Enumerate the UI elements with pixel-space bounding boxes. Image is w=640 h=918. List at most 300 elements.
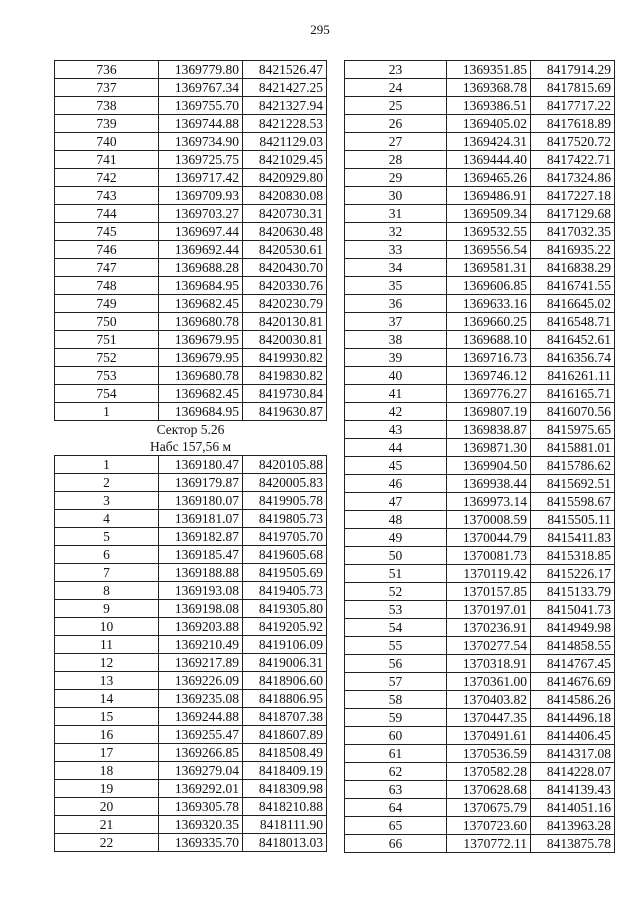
y-coordinate-cell: 8421129.03 [243, 133, 327, 151]
x-coordinate-cell: 1369386.51 [447, 97, 531, 115]
table-row [345, 97, 615, 115]
table-row [55, 241, 327, 259]
x-coordinate-cell: 1370081.73 [447, 547, 531, 565]
y-coordinate-cell: 8416261.11 [531, 367, 615, 385]
point-number-cell: 23 [345, 61, 447, 79]
y-coordinate-cell: 8415411.83 [531, 529, 615, 547]
x-coordinate-cell: 1369716.73 [447, 349, 531, 367]
y-coordinate-cell: 8418906.60 [243, 672, 327, 690]
y-coordinate-cell: 8415226.17 [531, 565, 615, 583]
point-number-cell: 66 [345, 835, 447, 853]
x-coordinate-cell: 1369725.75 [159, 151, 243, 169]
x-coordinate-cell: 1369703.27 [159, 205, 243, 223]
point-number-cell: 44 [345, 439, 447, 457]
x-coordinate-cell: 1369444.40 [447, 151, 531, 169]
y-coordinate-cell: 8415598.67 [531, 493, 615, 511]
y-coordinate-cell: 8416838.29 [531, 259, 615, 277]
x-coordinate-cell: 1370582.28 [447, 763, 531, 781]
y-coordinate-cell: 8416452.61 [531, 331, 615, 349]
y-coordinate-cell: 8418607.89 [243, 726, 327, 744]
point-number-cell: 16 [55, 726, 159, 744]
y-coordinate-cell: 8417422.71 [531, 151, 615, 169]
y-coordinate-cell: 8420030.81 [243, 331, 327, 349]
y-coordinate-cell: 8419605.68 [243, 546, 327, 564]
x-coordinate-cell: 1370723.60 [447, 817, 531, 835]
table-row [345, 61, 615, 79]
table-row [55, 259, 327, 277]
table-row [55, 582, 327, 600]
x-coordinate-cell: 1369680.78 [159, 313, 243, 331]
x-coordinate-cell: 1369368.78 [447, 79, 531, 97]
table-row [345, 781, 615, 799]
table-row [345, 133, 615, 151]
y-coordinate-cell: 8417520.72 [531, 133, 615, 151]
x-coordinate-cell: 1369532.55 [447, 223, 531, 241]
table-row [345, 421, 615, 439]
y-coordinate-cell: 8419905.78 [243, 492, 327, 510]
point-number-cell: 62 [345, 763, 447, 781]
point-number-cell: 746 [55, 241, 159, 259]
y-coordinate-cell: 8418508.49 [243, 744, 327, 762]
point-number-cell: 45 [345, 457, 447, 475]
y-coordinate-cell: 8420929.80 [243, 169, 327, 187]
table-row [345, 79, 615, 97]
table-row [55, 277, 327, 295]
x-coordinate-cell: 1370491.61 [447, 727, 531, 745]
y-coordinate-cell: 8420530.61 [243, 241, 327, 259]
table-row [55, 762, 327, 780]
y-coordinate-cell: 8419705.70 [243, 528, 327, 546]
point-number-cell: 42 [345, 403, 447, 421]
point-number-cell: 24 [345, 79, 447, 97]
y-coordinate-cell: 8421327.94 [243, 97, 327, 115]
table-row [345, 241, 615, 259]
table-row [55, 169, 327, 187]
y-coordinate-cell: 8415505.11 [531, 511, 615, 529]
y-coordinate-cell: 8413963.28 [531, 817, 615, 835]
point-number-cell: 64 [345, 799, 447, 817]
point-number-cell: 12 [55, 654, 159, 672]
y-coordinate-cell: 8420630.48 [243, 223, 327, 241]
point-number-cell: 52 [345, 583, 447, 601]
y-coordinate-cell: 8415975.65 [531, 421, 615, 439]
point-number-cell: 17 [55, 744, 159, 762]
point-number-cell: 11 [55, 636, 159, 654]
y-coordinate-cell: 8414139.43 [531, 781, 615, 799]
y-coordinate-cell: 8420230.79 [243, 295, 327, 313]
point-number-cell: 748 [55, 277, 159, 295]
x-coordinate-cell: 1369244.88 [159, 708, 243, 726]
y-coordinate-cell: 8421427.25 [243, 79, 327, 97]
table-row [55, 331, 327, 349]
point-number-cell: 30 [345, 187, 447, 205]
x-coordinate-cell: 1369807.19 [447, 403, 531, 421]
x-coordinate-cell: 1369235.08 [159, 690, 243, 708]
point-number-cell: 738 [55, 97, 159, 115]
table-row [345, 331, 615, 349]
section-subtitle: Набс 157,56 м [55, 438, 327, 456]
x-coordinate-cell: 1369688.10 [447, 331, 531, 349]
y-coordinate-cell: 8421526.47 [243, 61, 327, 79]
table-row [345, 673, 615, 691]
y-coordinate-cell: 8418409.19 [243, 762, 327, 780]
table-row [55, 672, 327, 690]
y-coordinate-cell: 8419730.84 [243, 385, 327, 403]
x-coordinate-cell: 1369684.95 [159, 403, 243, 421]
y-coordinate-cell: 8416070.56 [531, 403, 615, 421]
y-coordinate-cell: 8414496.18 [531, 709, 615, 727]
table-row [345, 655, 615, 673]
table-row [345, 619, 615, 637]
y-coordinate-cell: 8414858.55 [531, 637, 615, 655]
table-row [345, 277, 615, 295]
x-coordinate-cell: 1369684.95 [159, 277, 243, 295]
table-row [55, 708, 327, 726]
y-coordinate-cell: 8419205.92 [243, 618, 327, 636]
point-number-cell: 7 [55, 564, 159, 582]
point-number-cell: 26 [345, 115, 447, 133]
table-row [345, 295, 615, 313]
table-row [55, 780, 327, 798]
table-row [55, 97, 327, 115]
table-row [345, 223, 615, 241]
table-row [345, 709, 615, 727]
table-row [345, 259, 615, 277]
point-number-cell: 36 [345, 295, 447, 313]
y-coordinate-cell: 8417914.29 [531, 61, 615, 79]
point-number-cell: 13 [55, 672, 159, 690]
point-number-cell: 744 [55, 205, 159, 223]
x-coordinate-cell: 1370277.54 [447, 637, 531, 655]
section-subheader-row [55, 438, 327, 456]
table-row [55, 205, 327, 223]
page-number: 295 [310, 22, 330, 37]
x-coordinate-cell: 1370157.85 [447, 583, 531, 601]
table-row [55, 726, 327, 744]
y-coordinate-cell: 8421029.45 [243, 151, 327, 169]
x-coordinate-cell: 1369335.70 [159, 834, 243, 852]
point-number-cell: 27 [345, 133, 447, 151]
y-coordinate-cell: 8419106.09 [243, 636, 327, 654]
point-number-cell: 29 [345, 169, 447, 187]
table-row [345, 169, 615, 187]
x-coordinate-cell: 1369198.08 [159, 600, 243, 618]
table-row [345, 799, 615, 817]
table-row [55, 133, 327, 151]
x-coordinate-cell: 1369182.87 [159, 528, 243, 546]
point-number-cell: 18 [55, 762, 159, 780]
point-number-cell: 63 [345, 781, 447, 799]
table-row [55, 313, 327, 331]
point-number-cell: 31 [345, 205, 447, 223]
table-row [55, 690, 327, 708]
point-number-cell: 60 [345, 727, 447, 745]
table-row [345, 583, 615, 601]
y-coordinate-cell: 8415692.51 [531, 475, 615, 493]
table-row [55, 654, 327, 672]
point-number-cell: 752 [55, 349, 159, 367]
y-coordinate-cell: 8415041.73 [531, 601, 615, 619]
table-row [345, 475, 615, 493]
y-coordinate-cell: 8419305.80 [243, 600, 327, 618]
point-number-cell: 58 [345, 691, 447, 709]
x-coordinate-cell: 1370628.68 [447, 781, 531, 799]
table-row [55, 474, 327, 492]
point-number-cell: 5 [55, 528, 159, 546]
y-coordinate-cell: 8415786.62 [531, 457, 615, 475]
table-row [55, 564, 327, 582]
y-coordinate-cell: 8414676.69 [531, 673, 615, 691]
point-number-cell: 10 [55, 618, 159, 636]
point-number-cell: 38 [345, 331, 447, 349]
y-coordinate-cell: 8417618.89 [531, 115, 615, 133]
table-row [345, 187, 615, 205]
table-row [55, 295, 327, 313]
point-number-cell: 61 [345, 745, 447, 763]
x-coordinate-cell: 1370008.59 [447, 511, 531, 529]
y-coordinate-cell: 8417324.86 [531, 169, 615, 187]
table-row [55, 528, 327, 546]
y-coordinate-cell: 8418707.38 [243, 708, 327, 726]
point-number-cell: 22 [55, 834, 159, 852]
table-row [345, 547, 615, 565]
point-number-cell: 751 [55, 331, 159, 349]
x-coordinate-cell: 1369180.07 [159, 492, 243, 510]
table-row [55, 187, 327, 205]
table-row [55, 456, 327, 474]
y-coordinate-cell: 8415318.85 [531, 547, 615, 565]
point-number-cell: 39 [345, 349, 447, 367]
table-row [345, 835, 615, 853]
x-coordinate-cell: 1369692.44 [159, 241, 243, 259]
point-number-cell: 740 [55, 133, 159, 151]
table-row [345, 529, 615, 547]
coordinates-table-right [344, 60, 615, 853]
point-number-cell: 20 [55, 798, 159, 816]
point-number-cell: 51 [345, 565, 447, 583]
point-number-cell: 37 [345, 313, 447, 331]
x-coordinate-cell: 1369210.49 [159, 636, 243, 654]
table-row [55, 816, 327, 834]
point-number-cell: 40 [345, 367, 447, 385]
y-coordinate-cell: 8416741.55 [531, 277, 615, 295]
table-row [55, 546, 327, 564]
point-number-cell: 14 [55, 690, 159, 708]
point-number-cell: 19 [55, 780, 159, 798]
x-coordinate-cell: 1369279.04 [159, 762, 243, 780]
x-coordinate-cell: 1369424.31 [447, 133, 531, 151]
x-coordinate-cell: 1369486.91 [447, 187, 531, 205]
table-row [345, 691, 615, 709]
table-row [345, 205, 615, 223]
table-row [55, 79, 327, 97]
table-row [55, 367, 327, 385]
y-coordinate-cell: 8419630.87 [243, 403, 327, 421]
y-coordinate-cell: 8419930.82 [243, 349, 327, 367]
point-number-cell: 743 [55, 187, 159, 205]
table-row [345, 385, 615, 403]
point-number-cell: 1 [55, 403, 159, 421]
y-coordinate-cell: 8420430.70 [243, 259, 327, 277]
y-coordinate-cell: 8413875.78 [531, 835, 615, 853]
section-title: Сектор 5.26 [55, 421, 327, 439]
y-coordinate-cell: 8416548.71 [531, 313, 615, 331]
table-row [345, 763, 615, 781]
point-number-cell: 33 [345, 241, 447, 259]
table-row [345, 637, 615, 655]
x-coordinate-cell: 1369682.45 [159, 385, 243, 403]
x-coordinate-cell: 1370536.59 [447, 745, 531, 763]
x-coordinate-cell: 1369255.47 [159, 726, 243, 744]
x-coordinate-cell: 1369776.27 [447, 385, 531, 403]
table-row [55, 600, 327, 618]
y-coordinate-cell: 8414767.45 [531, 655, 615, 673]
table-row [345, 151, 615, 169]
table-row [345, 367, 615, 385]
y-coordinate-cell: 8418806.95 [243, 690, 327, 708]
x-coordinate-cell: 1369697.44 [159, 223, 243, 241]
table-row [55, 115, 327, 133]
table-row [345, 439, 615, 457]
table-row [55, 510, 327, 528]
x-coordinate-cell: 1370403.82 [447, 691, 531, 709]
point-number-cell: 41 [345, 385, 447, 403]
x-coordinate-cell: 1369217.89 [159, 654, 243, 672]
x-coordinate-cell: 1369581.31 [447, 259, 531, 277]
x-coordinate-cell: 1370044.79 [447, 529, 531, 547]
y-coordinate-cell: 8419405.73 [243, 582, 327, 600]
y-coordinate-cell: 8415133.79 [531, 583, 615, 601]
table-row [55, 618, 327, 636]
point-number-cell: 43 [345, 421, 447, 439]
point-number-cell: 745 [55, 223, 159, 241]
x-coordinate-cell: 1369606.85 [447, 277, 531, 295]
x-coordinate-cell: 1370318.91 [447, 655, 531, 673]
point-number-cell: 753 [55, 367, 159, 385]
table-row [345, 565, 615, 583]
point-number-cell: 35 [345, 277, 447, 295]
y-coordinate-cell: 8420105.88 [243, 456, 327, 474]
y-coordinate-cell: 8420330.76 [243, 277, 327, 295]
x-coordinate-cell: 1369179.87 [159, 474, 243, 492]
point-number-cell: 741 [55, 151, 159, 169]
y-coordinate-cell: 8414051.16 [531, 799, 615, 817]
x-coordinate-cell: 1370119.42 [447, 565, 531, 583]
y-coordinate-cell: 8419805.73 [243, 510, 327, 528]
x-coordinate-cell: 1369679.95 [159, 331, 243, 349]
table-row [345, 511, 615, 529]
point-number-cell: 59 [345, 709, 447, 727]
y-coordinate-cell: 8420005.83 [243, 474, 327, 492]
coordinates-table-left [54, 60, 327, 852]
point-number-cell: 754 [55, 385, 159, 403]
point-number-cell: 739 [55, 115, 159, 133]
table-row [345, 493, 615, 511]
table-row [55, 492, 327, 510]
x-coordinate-cell: 1369633.16 [447, 295, 531, 313]
x-coordinate-cell: 1369779.80 [159, 61, 243, 79]
x-coordinate-cell: 1369744.88 [159, 115, 243, 133]
y-coordinate-cell: 8419505.69 [243, 564, 327, 582]
point-number-cell: 8 [55, 582, 159, 600]
table-row [345, 403, 615, 421]
point-number-cell: 54 [345, 619, 447, 637]
x-coordinate-cell: 1369734.90 [159, 133, 243, 151]
x-coordinate-cell: 1370361.00 [447, 673, 531, 691]
x-coordinate-cell: 1370236.91 [447, 619, 531, 637]
point-number-cell: 55 [345, 637, 447, 655]
point-number-cell: 28 [345, 151, 447, 169]
table-row [345, 745, 615, 763]
point-number-cell: 32 [345, 223, 447, 241]
point-number-cell: 737 [55, 79, 159, 97]
x-coordinate-cell: 1369938.44 [447, 475, 531, 493]
x-coordinate-cell: 1369351.85 [447, 61, 531, 79]
y-coordinate-cell: 8418013.03 [243, 834, 327, 852]
x-coordinate-cell: 1369838.87 [447, 421, 531, 439]
y-coordinate-cell: 8414228.07 [531, 763, 615, 781]
x-coordinate-cell: 1370447.35 [447, 709, 531, 727]
point-number-cell: 46 [345, 475, 447, 493]
x-coordinate-cell: 1369185.47 [159, 546, 243, 564]
x-coordinate-cell: 1369767.34 [159, 79, 243, 97]
y-coordinate-cell: 8417815.69 [531, 79, 615, 97]
x-coordinate-cell: 1369320.35 [159, 816, 243, 834]
point-number-cell: 750 [55, 313, 159, 331]
x-coordinate-cell: 1369292.01 [159, 780, 243, 798]
x-coordinate-cell: 1369266.85 [159, 744, 243, 762]
y-coordinate-cell: 8419830.82 [243, 367, 327, 385]
x-coordinate-cell: 1369682.45 [159, 295, 243, 313]
x-coordinate-cell: 1369680.78 [159, 367, 243, 385]
point-number-cell: 53 [345, 601, 447, 619]
y-coordinate-cell: 8416165.71 [531, 385, 615, 403]
x-coordinate-cell: 1369181.07 [159, 510, 243, 528]
x-coordinate-cell: 1369871.30 [447, 439, 531, 457]
x-coordinate-cell: 1369660.25 [447, 313, 531, 331]
point-number-cell: 34 [345, 259, 447, 277]
x-coordinate-cell: 1369709.93 [159, 187, 243, 205]
point-number-cell: 736 [55, 61, 159, 79]
y-coordinate-cell: 8416356.74 [531, 349, 615, 367]
point-number-cell: 9 [55, 600, 159, 618]
table-row [345, 457, 615, 475]
y-coordinate-cell: 8417227.18 [531, 187, 615, 205]
y-coordinate-cell: 8416935.22 [531, 241, 615, 259]
x-coordinate-cell: 1369746.12 [447, 367, 531, 385]
point-number-cell: 4 [55, 510, 159, 528]
x-coordinate-cell: 1369305.78 [159, 798, 243, 816]
point-number-cell: 65 [345, 817, 447, 835]
x-coordinate-cell: 1370197.01 [447, 601, 531, 619]
y-coordinate-cell: 8414586.26 [531, 691, 615, 709]
point-number-cell: 747 [55, 259, 159, 277]
x-coordinate-cell: 1370772.11 [447, 835, 531, 853]
point-number-cell: 749 [55, 295, 159, 313]
section-header-row [55, 421, 327, 439]
table-row [345, 313, 615, 331]
y-coordinate-cell: 8417129.68 [531, 205, 615, 223]
point-number-cell: 25 [345, 97, 447, 115]
point-number-cell: 50 [345, 547, 447, 565]
y-coordinate-cell: 8414949.98 [531, 619, 615, 637]
y-coordinate-cell: 8415881.01 [531, 439, 615, 457]
x-coordinate-cell: 1369688.28 [159, 259, 243, 277]
x-coordinate-cell: 1369405.02 [447, 115, 531, 133]
table-row [55, 403, 327, 421]
point-number-cell: 47 [345, 493, 447, 511]
x-coordinate-cell: 1369180.47 [159, 456, 243, 474]
